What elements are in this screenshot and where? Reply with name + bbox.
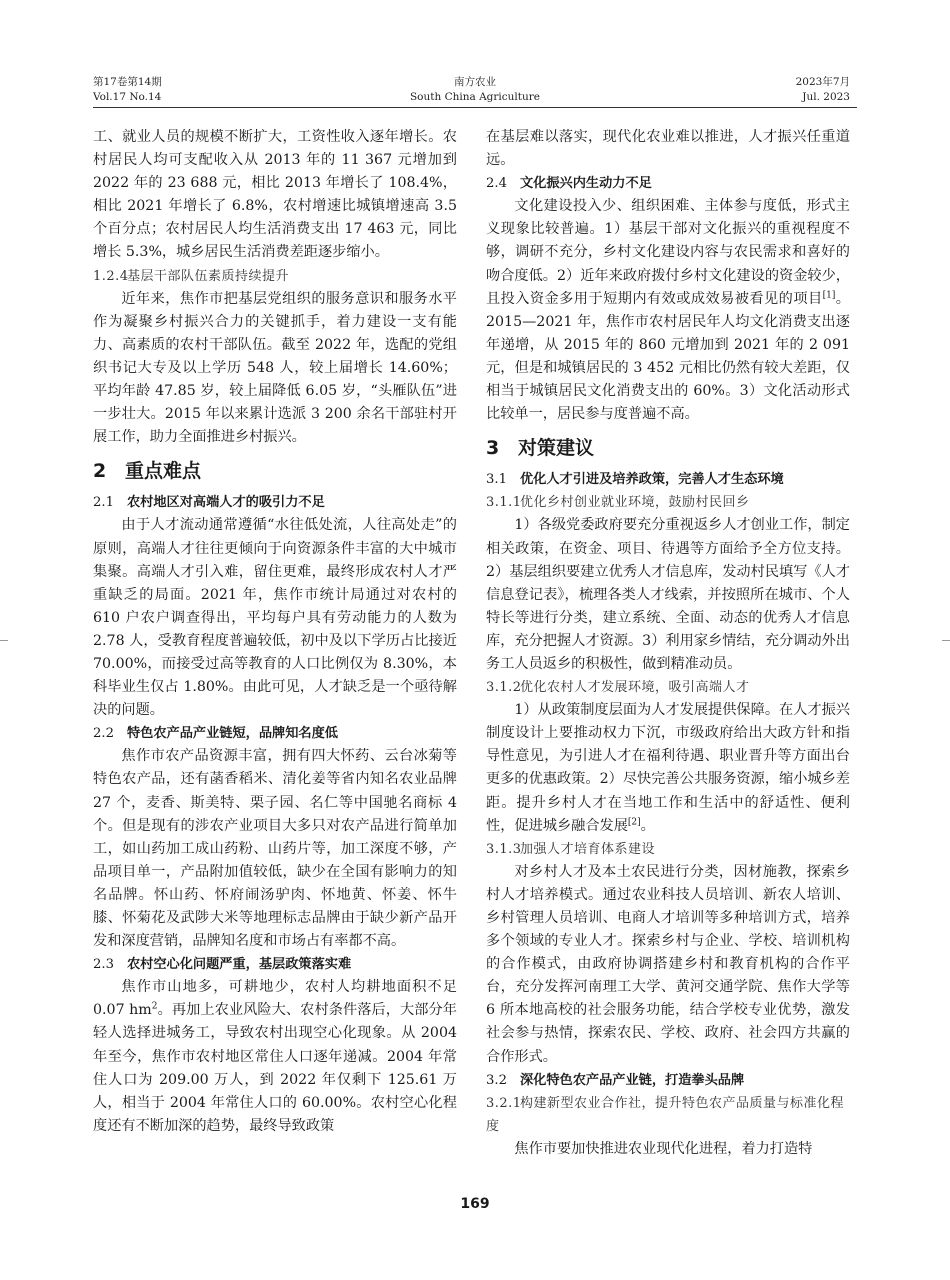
header-issue-cn: 第17卷第14期 [93, 76, 162, 88]
header-journal-cn: 南方农业 [454, 76, 496, 88]
citation-ref: [1] [822, 289, 836, 300]
header-date-cn: 2023年7月 [795, 76, 850, 88]
section-3-heading [486, 434, 850, 462]
crop-mark [0, 640, 8, 641]
section-number: 3.1.3 [486, 841, 522, 857]
section-number: 3.1.2 [486, 680, 522, 696]
section-2-4-heading [486, 172, 850, 195]
paragraph: 1）各级党委政府要充分重视返乡人才创业工作，制定相关政策，在资金、项目、待遇等方面给予全方位支持。2）基层组织要建立优秀人才信息库，发动村民填写《人才信息登记表》，梳理各类人才线索，并按照所在城市、个人特长等进行分类，建立系统、全面、动态的优秀人才信息库，充分把握人才资源。3）利用家乡情结，充分调动外出务工人员返乡的积极性，做到精准动员。 [486, 517, 850, 672]
section-3-1-1-heading [486, 491, 850, 514]
paragraph-text: 。 [640, 817, 655, 834]
section-3-1-heading [486, 468, 850, 491]
paragraph [486, 195, 850, 426]
section-1-2-4-heading [93, 265, 457, 288]
paragraph-text: 。2015—2021 年，焦作市农村居民年人均文化消费支出逐年递增，从 2015 年的 860 元增加到 2021 年的 2 091 元，但是和城镇居民的 3 452 元相比仍然有较大差距，仅相当于城镇居民文化消费支出的 60%。3）文化活动形式比较单一，居民参与度普遍不高。 [486, 290, 850, 423]
paragraph-text: 焦作市山地多，可耕地少，农村人均耕地面积不足 0.07 hm [93, 979, 457, 1019]
section-3-2-heading [486, 1069, 850, 1092]
section-title: 优化人才引进及培养政策，完善人才生态环境 [520, 472, 784, 488]
citation-ref: [2] [627, 816, 641, 827]
header-issue-en: Vol.17 No.14 [93, 91, 162, 103]
section-number: 1.2.4 [93, 268, 129, 284]
header-date [796, 75, 850, 105]
superscript: 2 [151, 1001, 158, 1012]
paragraph [93, 976, 457, 1138]
paragraph: 工、就业人员的规模不断扩大，工资性收入逐年增长。农村居民人均可支配收入从 2013 年的 11 367 元增加到 2022 年的 23 688 元，相比 2013 年增长了 108.4%，相比 2021 年增长了 6.8%，农村增速比城镇增速高 3.5 个百分点；农村居民人均生活消费支出 17 463 元，同比增长 5.3%，城乡居民生活消费差距逐步缩小。 [93, 129, 457, 261]
paragraph: 近年来，焦作市把基层党组织的服务意识和服务水平作为凝聚乡村振兴合力的关键抓手，着力建设一支有能力、高素质的农村干部队伍。截至 2022 年，选配的党组织书记大专及以上学历 548 人，较上届增长 14.60%；平均年龄 47.85 岁，较上届降低 6.05 岁，“头雁队伍”进一步壮大。2015 年以来累计选派 3 200 余名干部驻村开展工作，助力全面推进乡村振兴。 [93, 290, 457, 446]
section-title: 对策建议 [518, 437, 595, 460]
section-2-3-heading [93, 953, 457, 976]
section-number: 3 [486, 437, 500, 460]
crop-mark [942, 640, 950, 641]
paragraph: 对乡村人才及本土农民进行分类，因材施教，探索乡村人才培养模式。通过农业科技人员培训、新农人培训、乡村管理人员培训、电商人才培训等多种培训方式，培养多个领域的专业人才。探索乡村与企业、学校、培训机构的合作模式，由政府协调搭建乡村和教育机构的合作平台，充分发挥河南理工大学、黄河交通学院、焦作大学等 6 所本地高校的社会服务功能，结合学校专业优势，激发社会参与热情，探索农民、学校、政府、社会四方共赢的合作形式。 [486, 863, 850, 1065]
section-title: 构建新型农业合作社，提升特色农产品质量与标准化程度 [486, 1095, 845, 1134]
section-title: 农村空心化问题严重，基层政策落实难 [127, 957, 352, 973]
section-title: 优化农村人才发展环境，吸引高端人才 [520, 680, 750, 696]
paragraph: 焦作市农产品资源丰富，拥有四大怀药、云台冰菊等特色农产品，还有菡香稻米、清化姜等省内知名农业品牌 27 个，麦香、斯美特、栗子园、名仁等中国驰名商标 4 个。但是现有的涉农产业项目大多只对农产品进行简单加工，如山药加工成山药粉、山药片等，加工深度不够，产品项目单一，产品附加值较低，缺少在全国有影响力的知名品牌。怀山药、怀府闹汤驴肉、怀地黄、怀姜、怀牛膝、怀菊花及武陟大米等地理标志品牌由于缺少新产品开发和深度营销，品牌知名度和市场占有率都不高。 [93, 748, 457, 950]
section-number: 3.1.1 [486, 495, 522, 511]
section-number: 3.2 [486, 1072, 507, 1088]
section-number: 3.1 [486, 472, 507, 488]
right-column [486, 126, 850, 1161]
section-2-1-heading [93, 491, 457, 514]
section-number: 2.3 [93, 957, 114, 973]
paragraph-text: 。再加上农业风险大、农村条件落后，大部分年轻人选择进城务工，导致农村出现空心化现象。从 2004 年至今，焦作市农村地区常住人口逐年递减。2004 年常住人口为 209.00 万人，到 2022 年仅剩下 125.61 万人，相当于 2004 年常住人口的 60.00%。农村空心化程度还有不断加深的趋势，最终导致政策 [93, 1002, 457, 1134]
section-title: 加强人才培育体系建设 [520, 841, 656, 857]
header-rule [93, 107, 857, 108]
page-number: 169 [460, 1196, 490, 1212]
section-title: 重点难点 [125, 460, 202, 483]
paragraph-text: 文化建设投入少、组织困难、主体参与度低，形式主义现象比较普遍。1）基层干部对文化振兴的重视程度不够，调研不充分，乡村文化建设内容与农民需求和喜好的吻合度低。2）近年来政府拨付乡村文化建设的资金较少，且投入资金多用于短期内有效或成效易被看见的项目 [486, 198, 850, 307]
section-number: 2 [93, 460, 107, 483]
section-2-2-heading [93, 722, 457, 745]
section-number: 2.2 [93, 726, 114, 742]
paragraph: 在基层难以落实，现代化农业难以推进，人才振兴任重道远。 [486, 129, 850, 169]
section-3-1-3-heading [486, 838, 850, 861]
section-number: 2.4 [486, 176, 507, 192]
section-3-2-1-heading [486, 1092, 850, 1138]
left-column [93, 126, 457, 1138]
header-journal-en: South China Agriculture [409, 91, 540, 103]
header-date-en: Jul. 2023 [802, 91, 850, 103]
paragraph [486, 699, 850, 838]
paragraph: 焦作市要加快推进农业现代化进程，着力打造特 [514, 1140, 813, 1157]
section-title: 特色农产品产业链短，品牌知名度低 [127, 726, 338, 742]
section-title: 优化乡村创业就业环境，鼓励村民回乡 [520, 495, 750, 511]
section-2-heading [93, 457, 457, 485]
section-title: 文化振兴内生动力不足 [520, 176, 652, 192]
section-number: 2.1 [93, 495, 114, 511]
paragraph-text: 1）从政策制度层面为人才发展提供保障。在人才振兴制度设计上要推动权力下沉，市级政府给出大政方针和指导性意见，为引进人才在福利待遇、职业晋升等方面出台更多的优惠政策。2）尽快完善公共服务资源，缩小城乡差距。提升乡村人才在当地工作和生活中的舒适性、便利性，促进城乡融合发展 [486, 702, 850, 834]
paragraph: 由于人才流动通常遵循“水往低处流，人往高处走”的原则，高端人才往往更倾向于向资源条件丰富的大中城市集聚。高端人才引入难，留住更难，最终形成农村人才严重缺乏的局面。2021 年，焦作市统计局通过对农村的 610 户农户调查得出，平均每户具有劳动能力的人数为 2.78 人，受教育程度普遍较低，初中及以下学历占比接近 70.00%，而接受过高等教育的人口比例仅为 8.30%，本科毕业生仅占 1.80%。由此可见，人才缺乏是一个亟待解决的问题。 [93, 517, 457, 719]
section-title: 基层干部队伍素质持续提升 [127, 268, 290, 284]
section-title: 农村地区对高端人才的吸引力不足 [127, 495, 325, 511]
section-title: 深化特色农产品产业链，打造拳头品牌 [520, 1072, 745, 1088]
section-3-1-2-heading [486, 676, 850, 699]
section-number: 3.2.1 [486, 1095, 522, 1111]
